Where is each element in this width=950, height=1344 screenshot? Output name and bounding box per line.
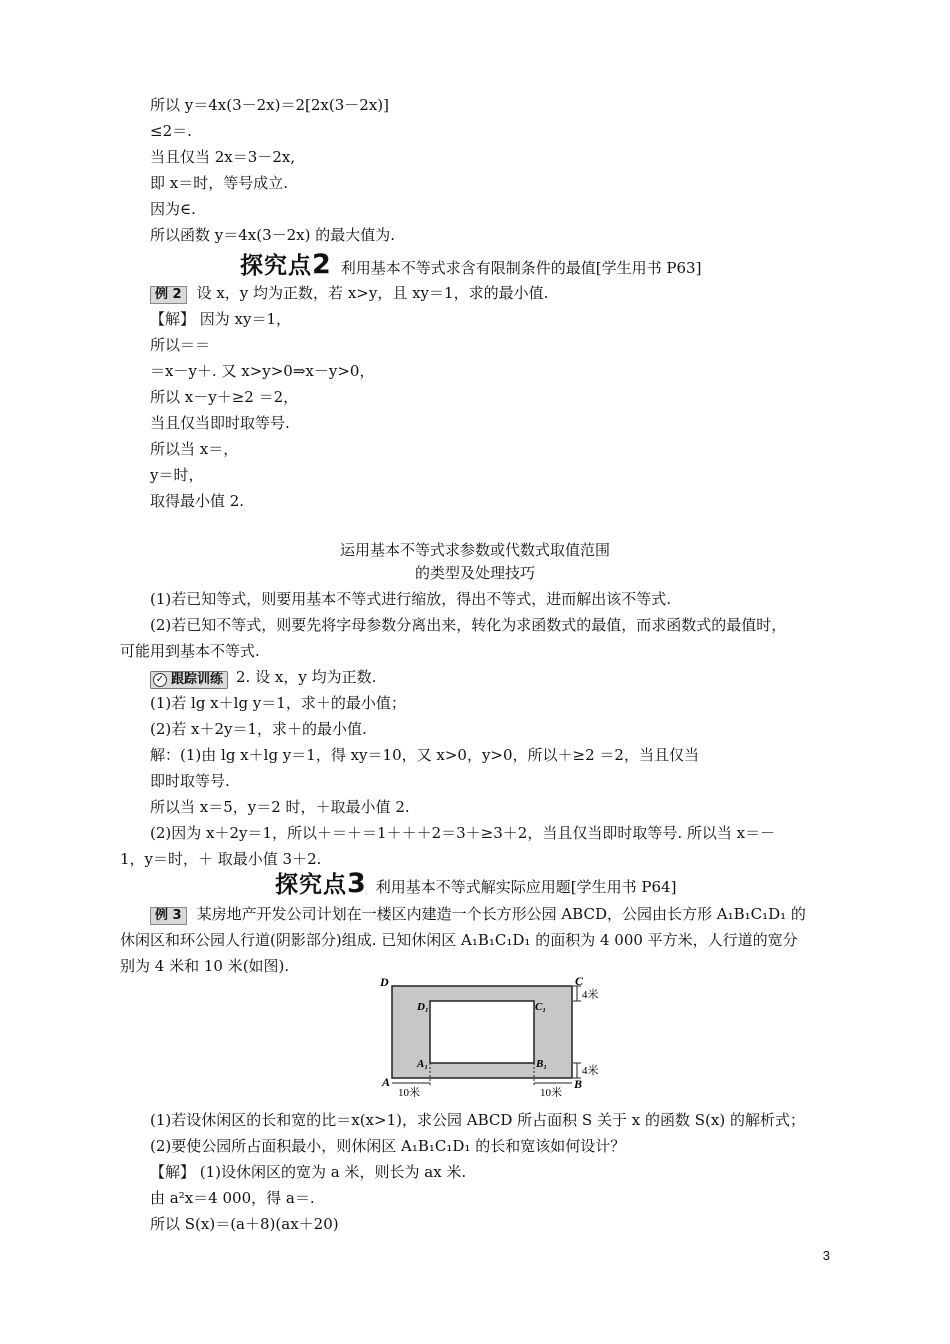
- example-tag: 例 2: [150, 286, 187, 304]
- left-width-label: 10米: [398, 1087, 420, 1097]
- section-heading-2: [240, 247, 701, 280]
- label-B: B: [574, 1077, 583, 1091]
- heading-subtitle: 利用基本不等式求含有限制条件的最值[学生用书 P63]: [340, 259, 702, 277]
- line: 即时取等号.: [150, 772, 230, 790]
- line: 所以 x－y＋≥2 ＝2，: [150, 388, 299, 406]
- line: 所以当 x＝5，y＝2 时，＋取最小值 2.: [150, 798, 410, 816]
- line: 当且仅当即时取等号.: [150, 414, 290, 432]
- heading-subtitle: 利用基本不等式解实际应用题[学生用书 P64]: [375, 878, 677, 896]
- check-icon: ✓: [153, 673, 167, 687]
- tip-title: 运用基本不等式求参数或代数式取值范围: [339, 541, 610, 559]
- line: 【解】 因为 xy＝1，: [150, 310, 292, 328]
- heading-title: 探究点: [240, 253, 312, 279]
- track-tag: ✓ 跟踪训练: [150, 671, 228, 689]
- line: 别为 4 米和 10 米(如图).: [120, 957, 290, 975]
- label-D1: D₁: [417, 1001, 429, 1013]
- heading-number: 2: [312, 249, 331, 280]
- line: 解：(1)由 lg x＋lg y＝1，得 xy＝10，又 x>0，y>0，所以＋≥2 ＝2，当且仅当: [150, 746, 699, 764]
- line: ✓ 跟踪训练 2. 设 x，y 均为正数.: [150, 667, 376, 689]
- line: 取得最小值 2.: [150, 492, 245, 510]
- line: 1，y＝时，＋ 取最小值 3＋2.: [120, 850, 322, 868]
- line: (2)因为 x＋2y＝1，所以＋＝＋＝1＋＋＋2＝3＋≥3＋2，当且仅当即时取等号. 所以当 x＝－: [150, 824, 776, 842]
- line: 所以函数 y＝4x(3－2x) 的最大值为.: [150, 226, 396, 244]
- line: 因为∈.: [150, 200, 196, 218]
- line: 可能用到基本不等式.: [120, 642, 260, 660]
- line: ≤2＝.: [150, 122, 192, 140]
- line: 所以 S(x)＝(a＋8)(ax＋20): [150, 1215, 339, 1233]
- line: 即 x＝时，等号成立.: [150, 174, 288, 192]
- top-width-label: 4米: [582, 989, 599, 1001]
- line: 休闲区和环公园人行道(阴影部分)组成. 已知休闲区 A₁B₁C₁D₁ 的面积为 4 000 平方米，人行道的宽分: [120, 931, 798, 949]
- label-D: D: [380, 975, 389, 989]
- section-heading-3: [275, 866, 676, 899]
- label-C1: C₁: [535, 1001, 547, 1013]
- heading-number: 3: [347, 868, 366, 899]
- rest-area-rect: [430, 1001, 534, 1063]
- tip-title: 的类型及处理技巧: [414, 564, 535, 582]
- label-C: C: [575, 974, 584, 988]
- heading-title: 探究点: [275, 872, 347, 898]
- label-A1: A₁: [417, 1058, 429, 1070]
- line: (1)若已知等式，则要用基本不等式进行缩放，得出不等式，进而解出该不等式.: [150, 590, 672, 608]
- line: (2)若已知不等式，则要先将字母参数分离出来，转化为求函数式的最值，而求函数式的最值时，: [150, 616, 787, 634]
- line: 【解】 (1)设休闲区的宽为 a 米，则长为 ax 米.: [150, 1163, 467, 1181]
- line: [150, 283, 548, 304]
- line: 由 a²x＝4 000，得 a＝.: [150, 1189, 315, 1207]
- line: ＝x－y＋. 又 x>y>0⇒x－y>0，: [150, 362, 375, 380]
- example-tag: 例 3: [150, 907, 187, 925]
- page-number: 3: [822, 1248, 830, 1263]
- line: [150, 904, 806, 925]
- right-width-label: 10米: [540, 1087, 562, 1097]
- line: 所以 y＝4x(3－2x)＝2[2x(3－2x)]: [150, 96, 389, 114]
- line: (2)要使公园所占面积最小，则休闲区 A₁B₁C₁D₁ 的长和宽该如何设计？: [150, 1137, 626, 1155]
- line: (1)若设休闲区的长和宽的比＝x(x>1)，求公园 ABCD 所占面积 S 关于 x 的函数 S(x) 的解析式；: [150, 1111, 805, 1129]
- label-A: A: [382, 1075, 391, 1089]
- bottom-width-label: 4米: [582, 1065, 599, 1077]
- line: 所以＝＝: [150, 336, 211, 354]
- line: (1)若 lg x＋lg y＝1，求＋的最小值；: [150, 694, 406, 712]
- example-text: 设 x，y 均为正数，若 x>y，且 xy＝1，求的最小值.: [196, 284, 549, 302]
- park-diagram: [370, 972, 610, 1097]
- line: 所以当 x＝，: [150, 440, 239, 458]
- example-text: 某房地产开发公司计划在一楼区内建造一个长方形公园 ABCD，公园由长方形 A₁B₁C₁D₁ 的: [196, 905, 806, 923]
- line: 当且仅当 2x＝3－2x,: [150, 148, 296, 166]
- line: y＝时，: [150, 466, 204, 484]
- label-B1: B₁: [536, 1058, 548, 1070]
- line: (2)若 x＋2y＝1，求＋的最小值.: [150, 720, 367, 738]
